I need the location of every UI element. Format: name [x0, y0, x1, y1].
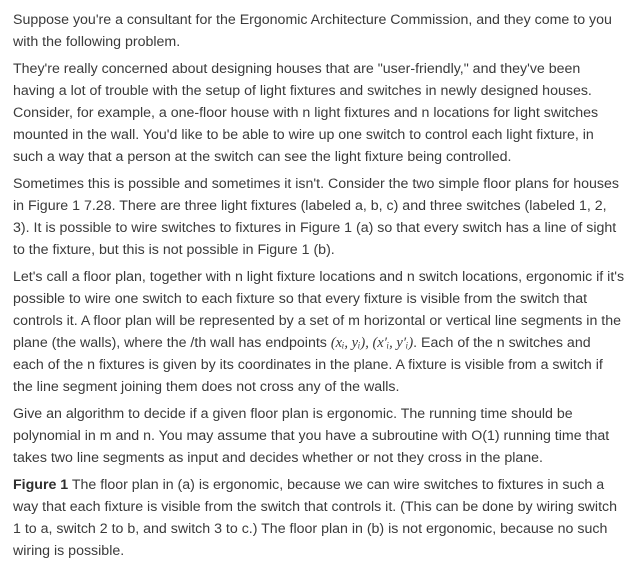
intro-paragraph: Suppose you're a consultant for the Ergonomic Architecture Commission, and they come to you with the following problem. [13, 12, 612, 50]
problem-statement [13, 9, 625, 567]
figure-caption-paragraph [13, 474, 625, 562]
figure-reference-paragraph: Sometimes this is possible and sometimes it isn't. Consider the two simple floor plans for houses in Figure 1 7.28. There are three light fixtures (labeled a, b, c) and three switches (labeled 1, 2, 3). It is possible to wire switches to fixtures in Figure 1 (a) so that every switch has a line of sight to the fixture, but this is not possible in Figure 1 (b). [13, 176, 619, 258]
wall-endpoints-formula: (xᵢ, yᵢ), (x′ᵢ, y′ᵢ) [330, 335, 414, 351]
definition-text-end: . Each of the n switches and each of the n fixtures is given by its coordinates in the plane. A fixture is visible from a switch if the line segment joining them does not cross any of the walls. [13, 335, 603, 395]
context-paragraph: They're really concerned about designing houses that are "user-friendly," and they've been having a lot of trouble with the setup of light fixtures and switches in newly designed houses. Consider, for example, a one-floor house with n light fixtures and n locations for light switches mounted in the wall. You'd like to be able to wire up one switch to control each light fixture, in such a way that a person at the switch can see the light fixture being controlled. [13, 61, 599, 165]
definition-text-start: Let's call a floor plan, together with n light fixture locations and n switch locations, ergonomic if it's possible to wire one switch to each fixture so that every fixture is visible from the switch that controls it. A floor plan will be represented by a set of m horizontal or vertical line segments in the plane (the walls), where the /th wall has endpoints [13, 269, 625, 351]
task-paragraph: Give an algorithm to decide if a given floor plan is ergonomic. The running time should be polynomial in m and n. You may assume that you have a subroutine with O(1) running time that takes two line segments as input and decides whether or not they cross in the plane. [13, 406, 610, 466]
figure-caption-text: The floor plan in (a) is ergonomic, because we can wire switches to fixtures in such a way that each fixture is visible from the switch that controls it. (This can be done by wiring switch 1 to a, switch 2 to b, and switch 3 to c.) The floor plan in (b) is not ergonomic, because no such wiring is possible. [13, 477, 618, 559]
figure-label: Figure 1 [13, 477, 69, 493]
definition-paragraph [13, 266, 625, 398]
